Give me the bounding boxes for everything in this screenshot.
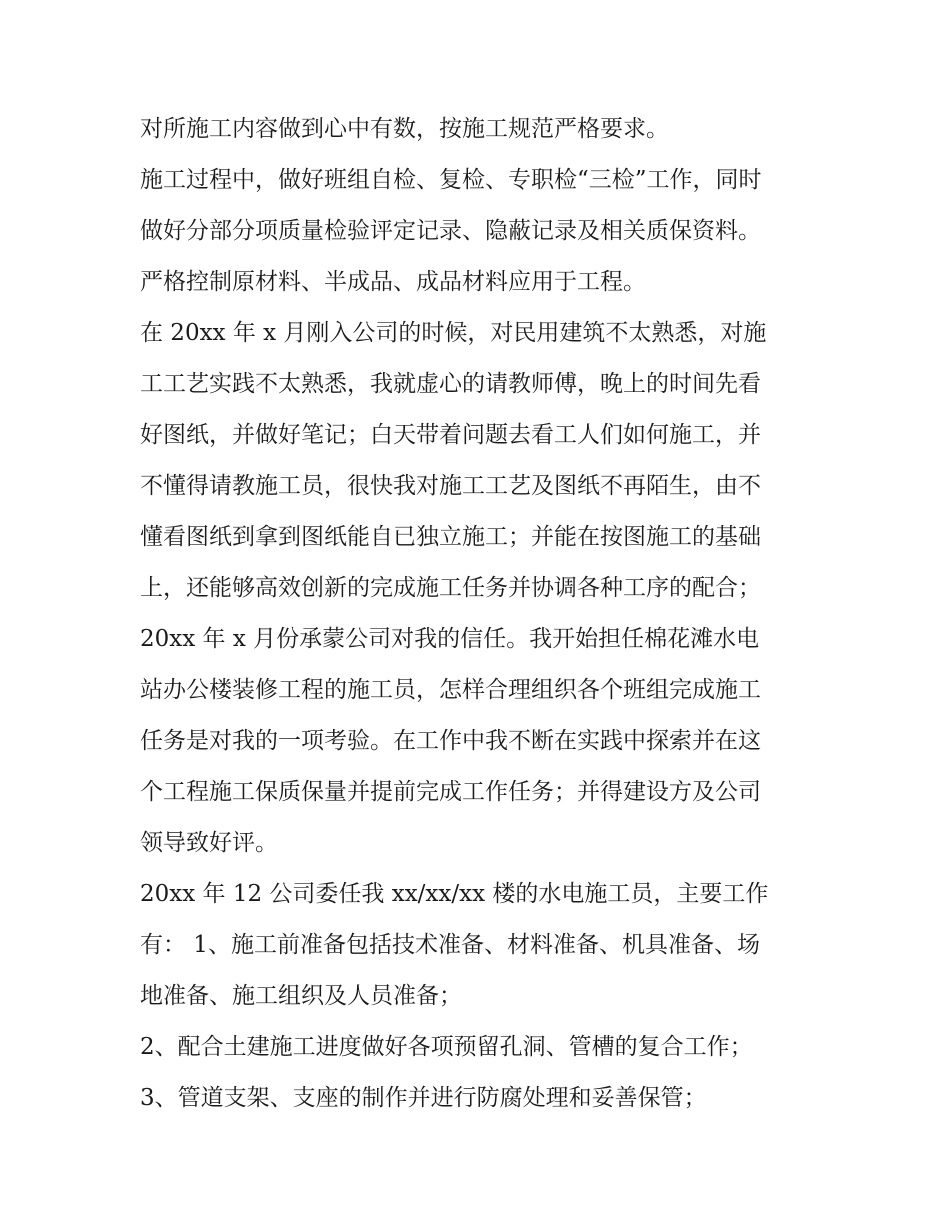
text-line: 任务是对我的一项考验。在工作中我不断在实践中探索并在这 [140, 728, 761, 754]
text-line: 20xx 年 x 月份承蒙公司对我的信任。我开始担任棉花滩水电 [140, 626, 760, 652]
text-line: 工工艺实践不太熟悉，我就虚心的请教师傅，晚上的时间先看 [140, 371, 761, 397]
text-line: 20xx 年 12 公司委任我 xx/xx/xx 楼的水电施工员，主要工作 [140, 881, 769, 907]
text-line: 有： 1、施工前准备包括技术准备、材料准备、机具准备、场 [140, 932, 760, 958]
text-line: 严格控制原材料、半成品、成品材料应用于工程。 [140, 269, 646, 295]
text-line: 做好分部分项质量检验评定记录、隐蔽记录及相关质保资料。 [140, 218, 761, 244]
text-line: 在 20xx 年 x 月刚入公司的时候，对民用建筑不太熟悉，对施 [140, 320, 767, 346]
text-line: 懂看图纸到拿到图纸能自已独立施工；并能在按图施工的基础 [140, 524, 761, 550]
text-line: 对所施工内容做到心中有数，按施工规范严格要求。 [140, 116, 669, 142]
text-line: 施工过程中，做好班组自检、复检、专职检“三检”工作，同时 [140, 167, 762, 193]
text-line: 上，还能够高效创新的完成施工任务并协调各种工序的配合； [140, 575, 761, 601]
text-line: 领导致好评。 [140, 830, 278, 856]
text-line: 好图纸，并做好笔记；白天带着问题去看工人们如何施工，并 [140, 422, 761, 448]
text-line: 2、配合土建施工进度做好各项预留孔洞、管槽的复合工作； [140, 1034, 753, 1060]
text-line: 不懂得请教施工员，很快我对施工工艺及图纸不再陌生，由不 [140, 473, 761, 499]
document-body [140, 104, 830, 1124]
text-line: 地准备、施工组织及人员准备； [140, 983, 462, 1009]
text-line: 站办公楼装修工程的施工员，怎样合理组织各个班组完成施工 [140, 677, 761, 703]
text-line: 个工程施工保质保量并提前完成工作任务；并得建设方及公司 [140, 779, 761, 805]
text-line: 3、管道支架、支座的制作并进行防腐处理和妥善保管； [140, 1085, 707, 1111]
